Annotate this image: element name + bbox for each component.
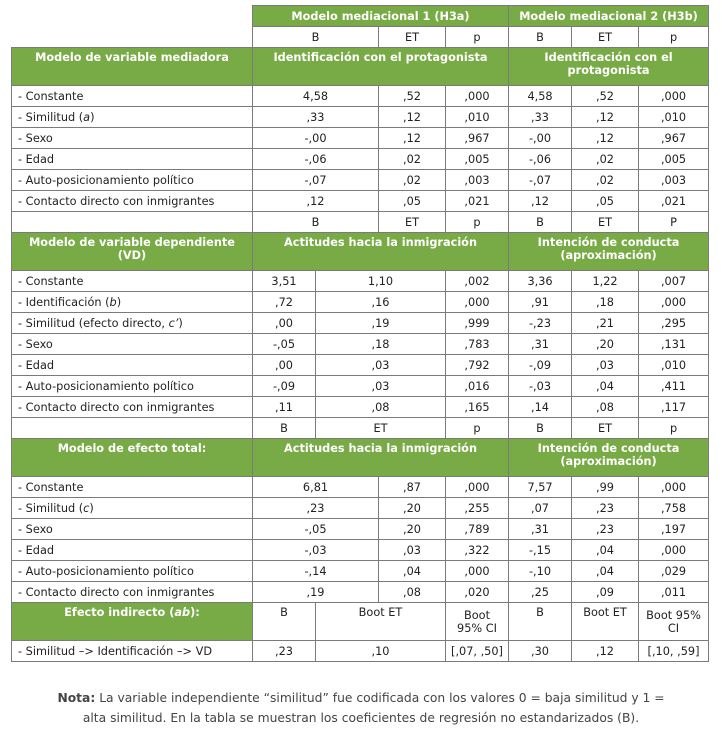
cell-et2: ,12	[572, 107, 639, 128]
cell-p1: ,003	[446, 170, 509, 191]
cell-p2: ,000	[639, 292, 709, 313]
section4-h-b2: B	[509, 603, 572, 641]
cell-b1: ,00	[253, 313, 316, 334]
section3-body	[12, 477, 709, 603]
section4-h-ci2: Boot 95% CI	[639, 603, 709, 641]
regression-table	[11, 5, 709, 662]
cell-p1: ,783	[446, 334, 509, 355]
cell-b2: -,07	[509, 170, 572, 191]
cell-b2: ,12	[509, 191, 572, 212]
cell-b1: -,00	[253, 128, 379, 149]
cell-et2: ,12	[572, 641, 639, 662]
cell-et2: ,05	[572, 191, 639, 212]
row-label: - Auto-posicionamiento político	[12, 561, 253, 582]
row-label: - Similitud (a)	[12, 107, 253, 128]
cell-p1: ,010	[446, 107, 509, 128]
cell-b1: ,23	[253, 498, 379, 519]
cell-et1: ,03	[316, 376, 446, 397]
cell-p2: ,010	[639, 107, 709, 128]
cell-b2: 7,57	[509, 477, 572, 498]
section3-group1: Actitudes hacia la inmigración	[253, 439, 509, 477]
table-row	[12, 170, 709, 191]
section2-group2: Intención de conducta (aproximación)	[509, 233, 709, 271]
cell-b1: ,11	[253, 397, 316, 418]
cell-p1: ,322	[446, 540, 509, 561]
section4-row	[12, 641, 709, 662]
section4-title: Efecto indirecto (ab):	[12, 603, 253, 641]
regression-table-container	[11, 5, 709, 662]
cell-b1: -,14	[253, 561, 379, 582]
table-row	[12, 582, 709, 603]
cell-b2: ,91	[509, 292, 572, 313]
cell-b2: ,30	[509, 641, 572, 662]
cell-b2: ,31	[509, 334, 572, 355]
cell-et2: ,12	[572, 128, 639, 149]
section2-header	[12, 233, 709, 271]
table-row	[12, 271, 709, 292]
cell-b2: -,09	[509, 355, 572, 376]
cell-et1: ,02	[379, 149, 446, 170]
cell-b2: ,25	[509, 582, 572, 603]
cell-b1: ,33	[253, 107, 379, 128]
table-row	[12, 313, 709, 334]
table-row	[12, 498, 709, 519]
cell-b1: -,06	[253, 149, 379, 170]
cell-b1: ,19	[253, 582, 379, 603]
row-label: - Edad	[12, 540, 253, 561]
row-label: - Constante	[12, 271, 253, 292]
cell-p2: ,967	[639, 128, 709, 149]
table-row	[12, 334, 709, 355]
section1-sub-et1: ET	[379, 212, 446, 233]
cell-p2: ,758	[639, 498, 709, 519]
cell-et2: ,52	[572, 86, 639, 107]
cell-et2: ,08	[572, 397, 639, 418]
cell-b2: ,07	[509, 498, 572, 519]
table-row	[12, 561, 709, 582]
cell-p1: ,000	[446, 292, 509, 313]
cell-et1: ,16	[316, 292, 446, 313]
col-p-1: p	[446, 27, 509, 48]
section1-title: Modelo de variable mediadora	[12, 48, 253, 86]
section2-sub-p2: p	[639, 418, 709, 439]
cell-et1: ,08	[379, 582, 446, 603]
table-row	[12, 149, 709, 170]
section2-sub-p1: p	[446, 418, 509, 439]
cell-p1: ,002	[446, 271, 509, 292]
cell-b1: -,07	[253, 170, 379, 191]
cell-b1: -,03	[253, 540, 379, 561]
row-label: - Contacto directo con inmigrantes	[12, 397, 253, 418]
model1-header: Modelo mediacional 1 (H3a)	[253, 6, 509, 27]
section4-h-b1: B	[253, 603, 316, 641]
table-row	[12, 107, 709, 128]
cell-p2: ,000	[639, 477, 709, 498]
section2-group1: Actitudes hacia la inmigración	[253, 233, 509, 271]
subheader-row	[12, 27, 709, 48]
cell-et2: ,04	[572, 540, 639, 561]
cell-b2: -,03	[509, 376, 572, 397]
cell-et1: ,87	[379, 477, 446, 498]
cell-et1: ,20	[379, 498, 446, 519]
cell-p2: ,010	[639, 355, 709, 376]
cell-b2: ,33	[509, 107, 572, 128]
row-label: - Edad	[12, 149, 253, 170]
section2-sub-b2: B	[509, 418, 572, 439]
cell-p1: ,792	[446, 355, 509, 376]
section1-sub-p2: P	[639, 212, 709, 233]
section1-group2: Identificación con el protagonista	[509, 48, 709, 86]
cell-et2: ,03	[572, 355, 639, 376]
section2-body	[12, 271, 709, 418]
table-row	[12, 540, 709, 561]
row-label: - Contacto directo con inmigrantes	[12, 191, 253, 212]
cell-et1: ,10	[316, 641, 446, 662]
cell-p1: ,021	[446, 191, 509, 212]
cell-et1: 1,10	[316, 271, 446, 292]
cell-p2: ,000	[639, 86, 709, 107]
col-b-2: B	[509, 27, 572, 48]
section3-header	[12, 439, 709, 477]
cell-et2: ,99	[572, 477, 639, 498]
section2-sub-blank	[12, 418, 253, 439]
cell-p1: ,999	[446, 313, 509, 334]
section2-sub-et1: ET	[316, 418, 446, 439]
cell-et2: ,18	[572, 292, 639, 313]
cell-ci1: [,07, ,50]	[446, 641, 509, 662]
section1-header	[12, 48, 709, 86]
cell-p1: ,020	[446, 582, 509, 603]
section2-subheader	[12, 418, 709, 439]
cell-b2: ,14	[509, 397, 572, 418]
section1-sub-et2: ET	[572, 212, 639, 233]
cell-p2: ,197	[639, 519, 709, 540]
table-row	[12, 355, 709, 376]
cell-p1: ,000	[446, 477, 509, 498]
col-p-2: p	[639, 27, 709, 48]
cell-b2: -,06	[509, 149, 572, 170]
table-row	[12, 376, 709, 397]
cell-b2: -,10	[509, 561, 572, 582]
section1-sub-b2: B	[509, 212, 572, 233]
row-label: - Auto-posicionamiento político	[12, 376, 253, 397]
table-row	[12, 86, 709, 107]
cell-et2: ,09	[572, 582, 639, 603]
table-note	[50, 688, 672, 728]
cell-et2: ,20	[572, 334, 639, 355]
cell-b2: -,00	[509, 128, 572, 149]
table-row	[12, 128, 709, 149]
cell-et1: ,18	[316, 334, 446, 355]
cell-et1: ,19	[316, 313, 446, 334]
cell-p1: ,255	[446, 498, 509, 519]
cell-p2: ,021	[639, 191, 709, 212]
row-label: - Sexo	[12, 334, 253, 355]
cell-b1: 3,51	[253, 271, 316, 292]
row-label: - Similitud (efecto directo, c’)	[12, 313, 253, 334]
section4-h-et2: Boot ET	[572, 603, 639, 641]
row-label: - Similitud (c)	[12, 498, 253, 519]
row-label: - Contacto directo con inmigrantes	[12, 582, 253, 603]
cell-et1: ,52	[379, 86, 446, 107]
section4-header	[12, 603, 709, 641]
table-row	[12, 397, 709, 418]
cell-p2: ,295	[639, 313, 709, 334]
row-label: - Constante	[12, 477, 253, 498]
col-b-1: B	[253, 27, 379, 48]
section1-subheader	[12, 212, 709, 233]
cell-p1: ,000	[446, 86, 509, 107]
section3-group2: Intención de conducta (aproximación)	[509, 439, 709, 477]
table-row	[12, 292, 709, 313]
cell-b2: ,31	[509, 519, 572, 540]
row-label: - Sexo	[12, 128, 253, 149]
cell-et1: ,12	[379, 107, 446, 128]
cell-p1: ,016	[446, 376, 509, 397]
cell-et1: ,05	[379, 191, 446, 212]
cell-b2: -,15	[509, 540, 572, 561]
cell-et2: ,04	[572, 561, 639, 582]
section3-title: Modelo de efecto total:	[12, 439, 253, 477]
cell-b1: ,23	[253, 641, 316, 662]
cell-b1: ,00	[253, 355, 316, 376]
note-text: La variable independiente “similitud” fue codificada con los valores 0 = baja similitud y 1 = alta similitud. En la tabla se muestran los coeficientes de regresión no estandarizados (B).	[82, 691, 665, 725]
section1-body	[12, 86, 709, 212]
cell-et2: 1,22	[572, 271, 639, 292]
section4-h-et1: Boot ET	[316, 603, 446, 641]
row-label: - Similitud –> Identificación –> VD	[12, 641, 253, 662]
cell-b1: 4,58	[253, 86, 379, 107]
cell-et2: ,04	[572, 376, 639, 397]
cell-b1: ,12	[253, 191, 379, 212]
cell-et1: ,03	[316, 355, 446, 376]
cell-p2: ,029	[639, 561, 709, 582]
cell-ci2: [,10, ,59]	[639, 641, 709, 662]
cell-b1: -,05	[253, 334, 316, 355]
cell-p1: ,005	[446, 149, 509, 170]
cell-b1: ,72	[253, 292, 316, 313]
cell-p1: ,789	[446, 519, 509, 540]
cell-b1: -,09	[253, 376, 316, 397]
cell-p2: ,000	[639, 540, 709, 561]
subheader-corner	[12, 27, 253, 48]
section4-h-ci1: Boot 95% CI	[446, 603, 509, 641]
section1-group1: Identificación con el protagonista	[253, 48, 509, 86]
cell-b1: 6,81	[253, 477, 379, 498]
cell-et2: ,23	[572, 519, 639, 540]
cell-b2: 4,58	[509, 86, 572, 107]
table-row	[12, 519, 709, 540]
section1-sub-blank	[12, 212, 253, 233]
section1-sub-p1: p	[446, 212, 509, 233]
cell-p2: ,007	[639, 271, 709, 292]
cell-p2: ,411	[639, 376, 709, 397]
col-et-2: ET	[572, 27, 639, 48]
cell-p1: ,165	[446, 397, 509, 418]
note-lead: Nota:	[57, 691, 96, 705]
cell-p2: ,131	[639, 334, 709, 355]
cell-et2: ,02	[572, 149, 639, 170]
cell-et1: ,12	[379, 128, 446, 149]
cell-p1: ,000	[446, 561, 509, 582]
cell-et1: ,20	[379, 519, 446, 540]
table-row	[12, 191, 709, 212]
cell-et1: ,08	[316, 397, 446, 418]
cell-et2: ,21	[572, 313, 639, 334]
col-et-1: ET	[379, 27, 446, 48]
cell-et1: ,02	[379, 170, 446, 191]
cell-p2: ,005	[639, 149, 709, 170]
section2-title: Modelo de variable dependiente (VD)	[12, 233, 253, 271]
cell-b2: 3,36	[509, 271, 572, 292]
section2-sub-b1: B	[253, 418, 316, 439]
table-row	[12, 477, 709, 498]
cell-et1: ,03	[379, 540, 446, 561]
cell-et1: ,04	[379, 561, 446, 582]
row-label: - Auto-posicionamiento político	[12, 170, 253, 191]
row-label: - Edad	[12, 355, 253, 376]
cell-p1: ,967	[446, 128, 509, 149]
cell-b1: -,05	[253, 519, 379, 540]
section1-sub-b1: B	[253, 212, 379, 233]
row-label: - Constante	[12, 86, 253, 107]
cell-et2: ,23	[572, 498, 639, 519]
cell-et2: ,02	[572, 170, 639, 191]
cell-b2: -,23	[509, 313, 572, 334]
row-label: - Sexo	[12, 519, 253, 540]
header-row	[12, 6, 709, 27]
section2-sub-et2: ET	[572, 418, 639, 439]
header-corner	[12, 6, 253, 27]
row-label: - Identificación (b)	[12, 292, 253, 313]
cell-p2: ,003	[639, 170, 709, 191]
cell-p2: ,011	[639, 582, 709, 603]
cell-p2: ,117	[639, 397, 709, 418]
model2-header: Modelo mediacional 2 (H3b)	[509, 6, 709, 27]
